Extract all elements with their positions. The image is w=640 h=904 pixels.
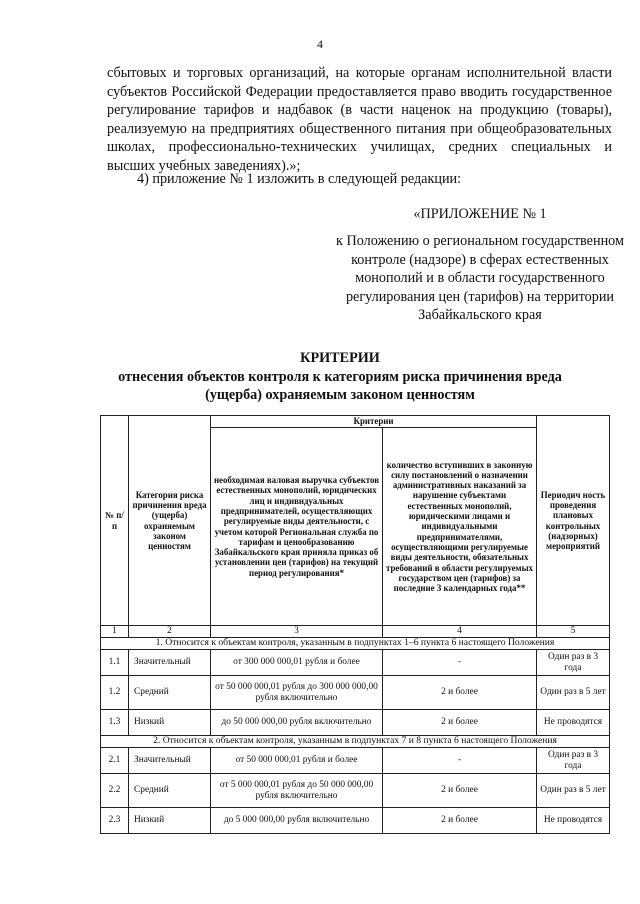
criteria-table [100,415,610,834]
col-number: 3 [211,626,383,638]
criteria-subtitle: отнесения объектов контроля к категориям риска причинения вреда (ущерба) охраняемым законом ценностям [118,369,562,404]
column-numbers-row [101,626,610,638]
col-number: 4 [383,626,537,638]
table-row [101,808,610,834]
row-violations: 2 и более [383,676,537,710]
row-category: Низкий [129,808,211,834]
row-num: 1.1 [101,650,129,676]
row-revenue: от 50 000 000,01 рубля до 300 000 000,00 рубля включительно [211,676,383,710]
table-header-row [101,416,610,428]
row-num: 1.2 [101,676,129,710]
row-num: 2.2 [101,774,129,808]
section-title: 1. Относится к объектам контроля, указанным в подпунктах 1–6 пункта 6 настоящего Положения [101,638,610,650]
row-revenue: от 300 000 000,01 рубля и более [211,650,383,676]
row-num: 2.3 [101,808,129,834]
header-periodicity: Периодич ность проведения плановых контрольных (надзорных) мероприятий [537,416,610,626]
header-criteria: Критерии [211,416,537,428]
row-category: Средний [129,774,211,808]
row-period: Не проводятся [537,808,610,834]
paragraph-amendment: 4) приложение № 1 изложить в следующей редакции: [137,171,462,187]
section-row [101,736,610,748]
row-revenue: до 5 000 000,00 рубля включительно [211,808,383,834]
row-category: Низкий [129,710,211,736]
row-revenue: от 50 000 000,01 рубля и более [211,748,383,774]
row-category: Значительный [129,748,211,774]
row-period: Не проводятся [537,710,610,736]
row-num: 2.1 [101,748,129,774]
table-row [101,710,610,736]
criteria-title: КРИТЕРИИ [300,350,380,366]
row-category: Значительный [129,650,211,676]
header-num: № п/п [101,416,129,626]
header-category: Категория риска причинения вреда (ущерба) охраняемым законом ценностям [129,416,211,626]
row-period: Один раз в 5 лет [537,774,610,808]
table-row [101,774,610,808]
page-number: 4 [317,37,323,51]
col-number: 2 [129,626,211,638]
row-violations: - [383,650,537,676]
row-violations: - [383,748,537,774]
section-row [101,638,610,650]
row-revenue: до 50 000 000,00 рубля включительно [211,710,383,736]
table-row [101,650,610,676]
col-number: 5 [537,626,610,638]
section-title: 2. Относится к объектам контроля, указанным в подпунктах 7 и 8 пункта 6 настоящего Положения [101,736,610,748]
row-period: Один раз в 3 года [537,748,610,774]
row-revenue: от 5 000 000,01 рубля до 50 000 000,00 рубля включительно [211,774,383,808]
table-row [101,748,610,774]
appendix-text: к Положению о региональном государственном контроле (надзоре) в сферах естественных монополий и в области государственного регулирования цен (тарифов) на территории Забайкальского края [336,233,624,324]
paragraph-continuation: сбытовых и торговых организаций, на которые органам исполнительной власти субъектов Российской Федерации предоставляется право вводить государственное регулирование тарифов и надбавок (в части наценок на продукцию (товары), реализуемую на предприятиях общественного питания при общеобразовательных школах, профессионально-технических училищах, средних специальных и высших учебных заведениях).»; [107,65,612,174]
row-violations: 2 и более [383,808,537,834]
row-num: 1.3 [101,710,129,736]
row-period: Один раз в 5 лет [537,676,610,710]
col-number: 1 [101,626,129,638]
appendix-title: «ПРИЛОЖЕНИЕ № 1 [413,206,547,222]
row-category: Средний [129,676,211,710]
header-revenue: необходимая валовая выручка субъектов естественных монополий, юридических лиц и индивидуальных предпринимателей, осуществляющих регулируемые виды деятельности, с учетом которой Региональная служба по тарифам и ценообразованию Забайкальского края приняла приказ об установлении цен (тарифов) на текущий период регулирования* [211,428,383,626]
row-period: Один раз в 3 года [537,650,610,676]
row-violations: 2 и более [383,774,537,808]
header-violations: количество вступивших в законную силу постановлений о назначении административных наказаний за нарушение субъектами естественных монополий, юридическими лицами и индивидуальными предпринимателями, осуществляющими регулируемые виды деятельности, обязательных требований в области регулируемых государством цен (тарифов) за последние 3 календарных года** [383,428,537,626]
row-violations: 2 и более [383,710,537,736]
table-row [101,676,610,710]
